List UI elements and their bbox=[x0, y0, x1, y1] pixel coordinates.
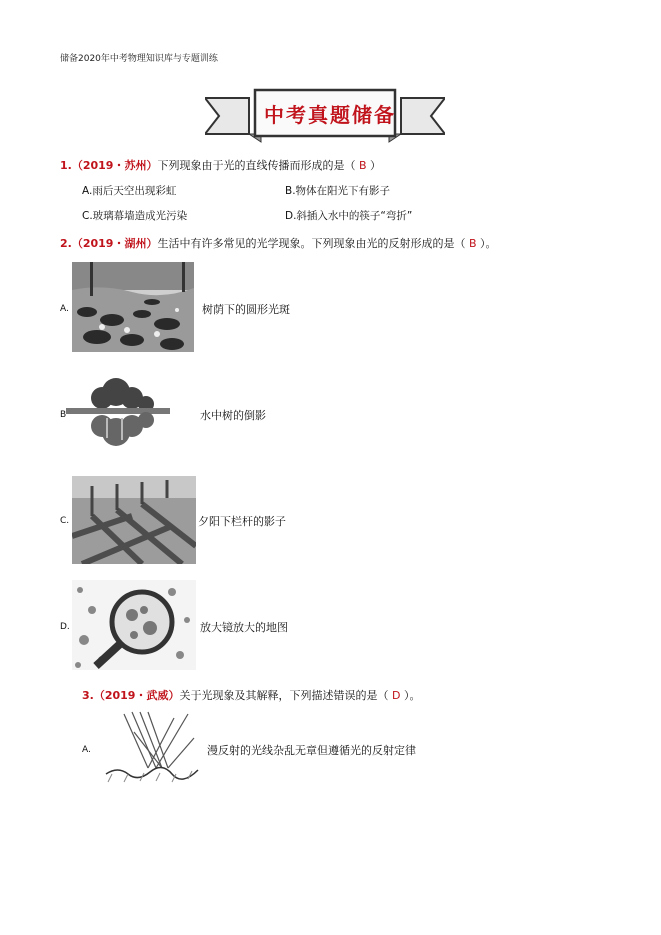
option-b: B.物体在阳光下有影子 bbox=[285, 185, 391, 197]
question-close: ） bbox=[370, 159, 382, 172]
question-stem: 关于光现象及其解释，下列描述错误的是（ bbox=[179, 689, 389, 702]
page-header: 储备2020年中考物理知识库与专题训练 bbox=[60, 54, 218, 64]
question-source: （2019・苏州） bbox=[71, 159, 158, 172]
option-caption: 树荫下的圆形光斑 bbox=[202, 303, 290, 316]
question-number: 1. bbox=[60, 159, 72, 172]
railing-shadow-photo-icon bbox=[72, 476, 196, 564]
question-3 bbox=[82, 687, 420, 703]
option-letter: A. bbox=[82, 745, 91, 755]
question-source: （2019・武威） bbox=[93, 689, 180, 702]
option-caption: 夕阳下栏杆的影子 bbox=[198, 515, 286, 528]
answer: D bbox=[391, 689, 401, 702]
question-stem: 下列现象由于光的直线传播而形成的是（ bbox=[157, 159, 356, 172]
tree-shade-photo-icon bbox=[72, 262, 194, 352]
banner-title: 中考真题储备 bbox=[264, 102, 396, 127]
option-letter: B bbox=[60, 410, 67, 420]
question-number: 2. bbox=[60, 237, 72, 250]
option-caption: 放大镜放大的地图 bbox=[200, 621, 288, 634]
option-a: A.雨后天空出现彩虹 bbox=[82, 185, 177, 197]
question-2 bbox=[60, 235, 497, 251]
diffuse-reflection-diagram-icon bbox=[104, 708, 200, 786]
option-caption: 水中树的倒影 bbox=[200, 409, 266, 422]
magnifier-map-photo-icon bbox=[72, 580, 196, 670]
question-source: （2019・湖州） bbox=[71, 237, 158, 250]
question-number: 3. bbox=[82, 689, 94, 702]
option-letter: C. bbox=[60, 516, 70, 526]
option-letter: A. bbox=[60, 304, 69, 314]
question-close: ）。 bbox=[480, 237, 497, 250]
option-caption: 漫反射的光线杂乱无章但遵循光的反射定律 bbox=[207, 744, 416, 757]
tree-reflection-photo-icon bbox=[66, 374, 170, 454]
question-close: ）。 bbox=[403, 689, 421, 702]
question-stem: 生活中有许多常见的光学现象。下列现象由光的反射形成的是（ bbox=[157, 237, 466, 250]
question-1 bbox=[60, 157, 381, 173]
option-d: D.斜插入水中的筷子“弯折” bbox=[285, 210, 413, 222]
answer: B bbox=[358, 159, 367, 172]
answer: B bbox=[468, 237, 477, 250]
option-c: C.玻璃幕墙造成光污染 bbox=[82, 210, 188, 222]
option-letter: D. bbox=[60, 622, 70, 632]
